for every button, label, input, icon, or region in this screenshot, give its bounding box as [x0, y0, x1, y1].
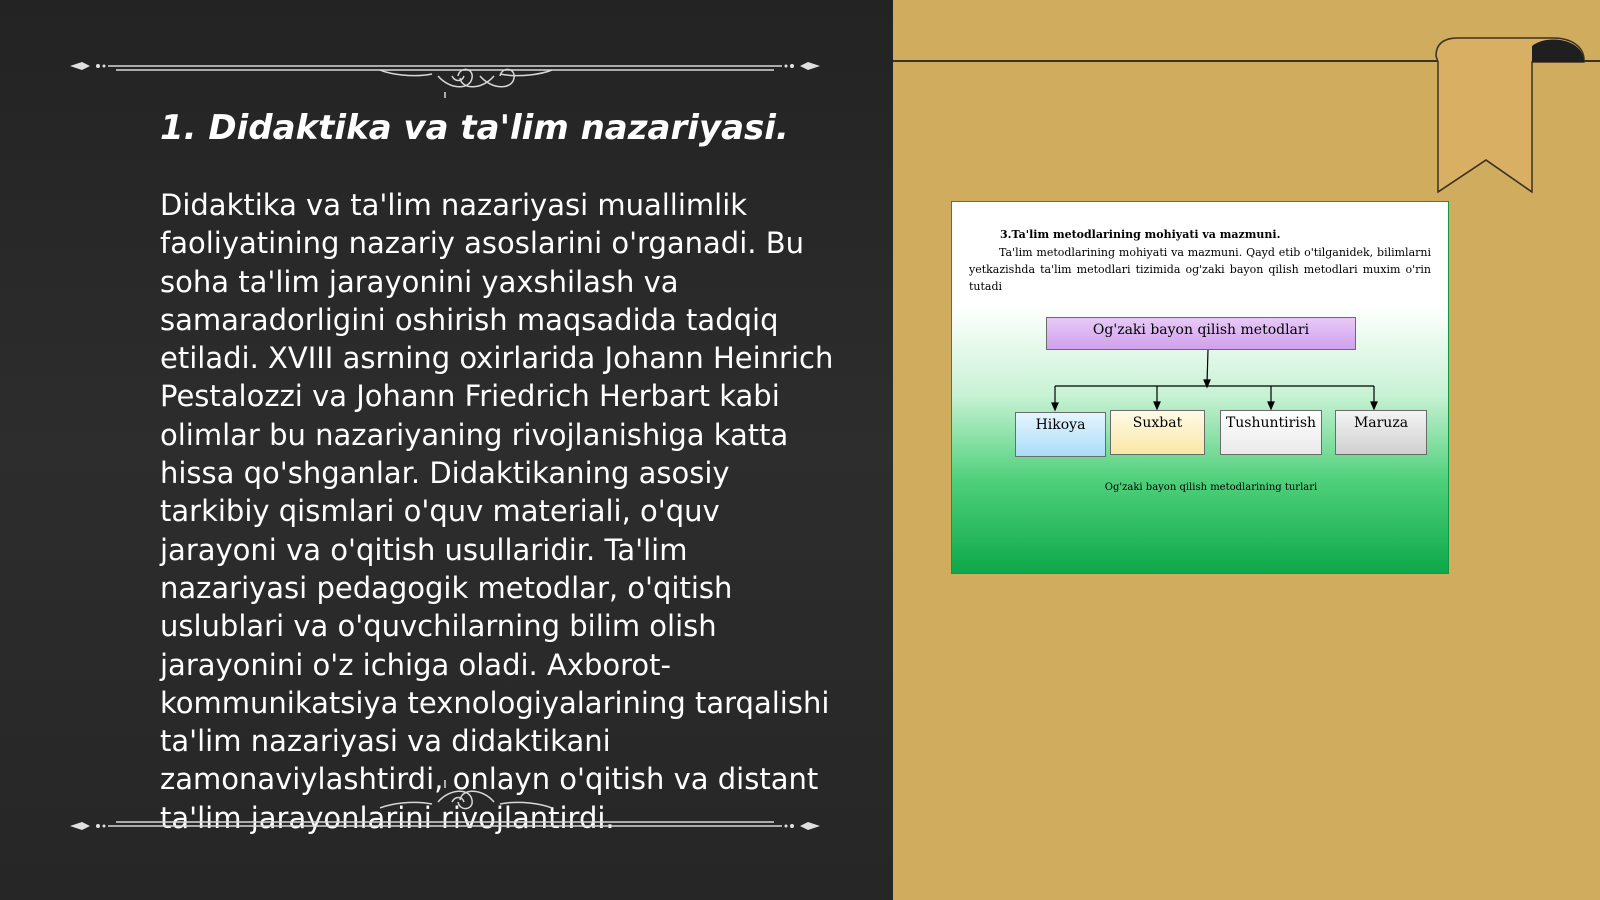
image-title: 3.Ta'lim metodlarining mohiyati va mazmuni. [1000, 228, 1281, 241]
slide-heading: 1. Didaktika va ta'lim nazariyasi. [160, 108, 789, 148]
method-box-suxbat: Suxbat [1110, 410, 1205, 455]
methods-diagram-image [951, 201, 1449, 574]
root-method-box: Og'zaki bayon qilish metodlari [1046, 317, 1356, 350]
diagram-connectors [952, 202, 1450, 575]
top-ornament-icon [60, 38, 830, 98]
image-caption: Og'zaki bayon qilish metodlarining turlari [1104, 482, 1318, 493]
method-box-maruza: Maruza [1335, 410, 1427, 455]
image-paragraph: Ta'lim metodlarining mohiyati va mazmuni. Qayd etib o'tilganidek, bilimlarni yetkazishda ta'lim metodlari tizimida og'zaki bayon qilish metodlari muxim o'rin tutadi [969, 246, 1431, 293]
method-box-tushuntirish: Tushuntirish [1220, 410, 1322, 455]
bottom-ornament-icon [60, 780, 830, 840]
slide-body-text: Didaktika va ta'lim nazariyasi muallimlik faoliyatining nazariy asoslarini o'rganadi. Bu soha ta'lim jarayonini yaxshilash va samaradorligini oshirish maqsadida tadqiq etiladi. XVIII asrning oxirlarida Johann Heinrich Pestalozzi va Johann Friedrich Herbart kabi olimlar bu nazariyaning rivojlanishiga katta hissa qo'shganlar. Didaktikaning asosiy tarkibiy qismlari o'quv materiali, o'quv jarayoni va o'qitish usullaridir. Ta'lim nazariyasi pedagogik metodlar, o'qitish uslublari va o'quvchilarning bilim olish jarayonini o'z ichiga oladi. Axborot-kommunikatsiya texnologiyalarining tarqalishi ta'lim nazariyasi va didaktikani zamonaviylashtirdi, onlayn o'qitish va distant ta'lim jarayonlarini rivojlantirdi. [160, 188, 834, 835]
method-box-hikoya: Hikoya [1015, 412, 1106, 457]
bookmark-ribbon-icon [1434, 36, 1586, 198]
